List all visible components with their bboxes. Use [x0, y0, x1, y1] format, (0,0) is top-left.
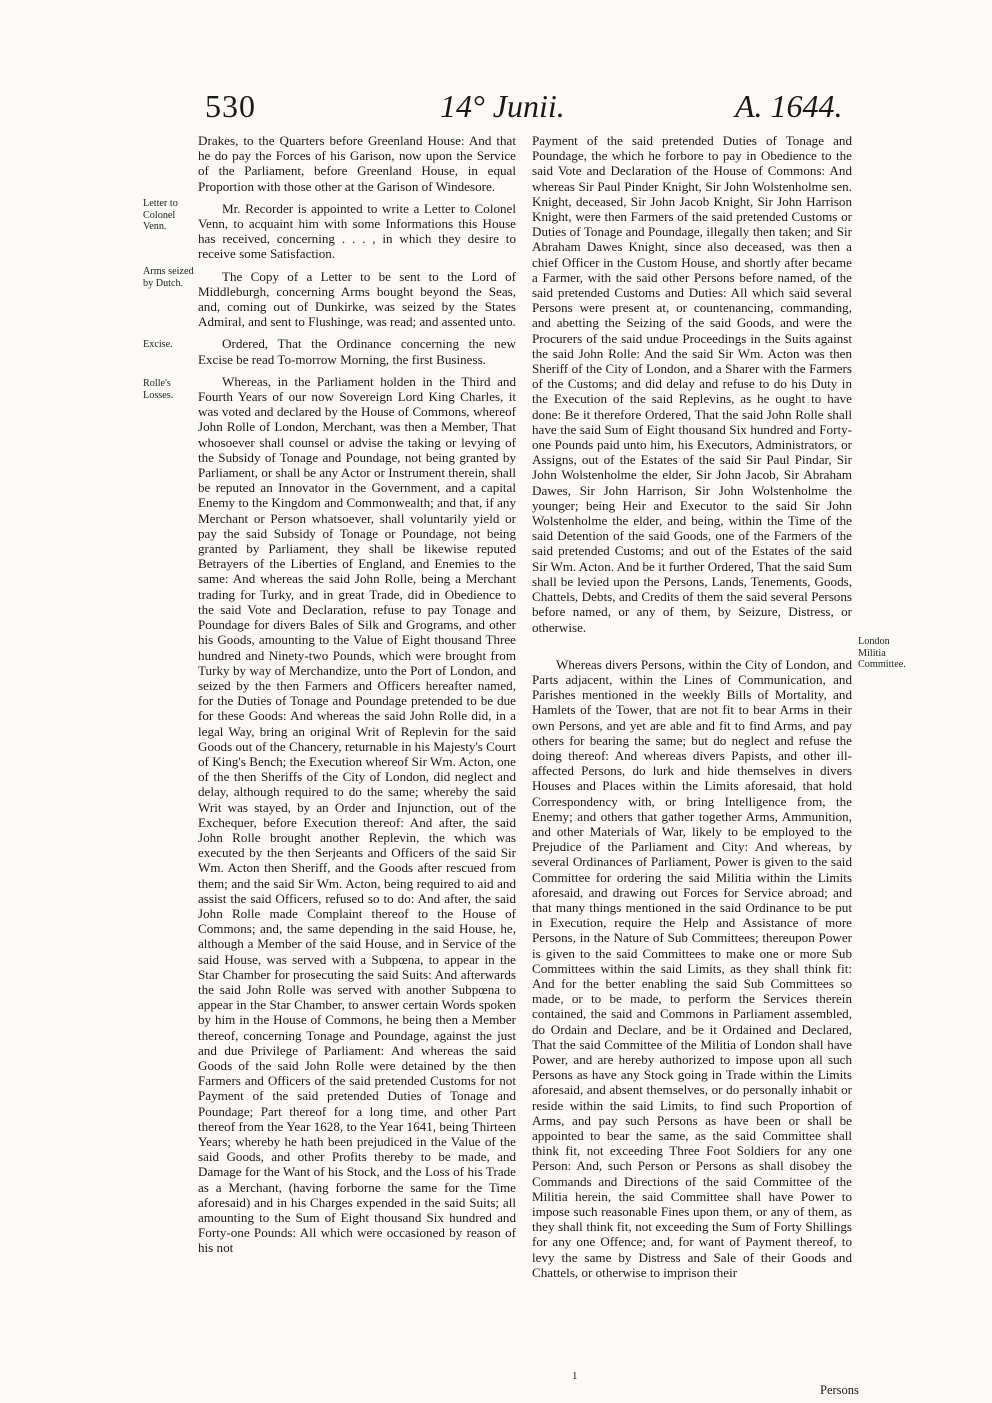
paragraph-drakes: Drakes, to the Quarters before Greenland House: And that he do pay the Forces of his Garison, now upon the Service of the Parliament, before Greenland House, in equal Proportion with those other at the Garison of Windesore. [198, 133, 516, 194]
margin-note-rolle: Rolle's Losses. [143, 378, 174, 401]
running-header [0, 88, 992, 128]
paragraph-letter-venn: Mr. Recorder is appointed to write a Letter to Colonel Venn, to acquaint him with some Informations this House has received, concerning . . . , in which they desire to receive some Satisfaction. [198, 200, 516, 262]
left-column [198, 133, 516, 1256]
signature-mark: 1 [572, 1370, 578, 1382]
header-year: A. 1644. [735, 88, 843, 124]
margin-note-excise: Excise. [143, 339, 173, 350]
header-date: 14° Junii. [440, 88, 565, 124]
margin-note-militia: London Militia Committee. [858, 636, 906, 670]
catchword: Persons [820, 1383, 859, 1397]
paragraph-militia: Whereas divers Persons, within the City of London, and Parts adjacent, within the Lines of Communication, and Parishes mentioned in the weekly Bills of Mortality, and Hamlets of the Tower, that are not fit to bear Arms in their own Persons, and yet are able and fit to find Arms, and pay others for bearing the same; but do neglect and refuse the doing thereof: And whereas divers Papists, and other ill-affected Persons, do lurk and hide themselves in divers Houses and Places within the Limits aforesaid, that hold Correspondency with, or bring Intelligence from, the Enemy; and others that gather together Arms, Ammunition, and other Materials of War, likely to be employed to the Prejudice of the Parliament and City: And whereas, by several Ordinances of Parliament, Power is given to the said Committee for ordering the said Militia within the Limits aforesaid, and drawing out Forces for Service abroad; and that many things mentioned in the said Ordinance to be put in Execution, require the Help and Assistance of more Persons, in the Nature of Sub Committees; thereupon Power is given to the said Committees to make one or more Sub Committees within the said Limits, as they shall think fit: And for the better enabling the said Sub Committees so made, or to be made, to perform the Services therein contained, the said and Commons in Parliament assembled, do Ordain and Declare, and be it Ordained and Declared, That the said Committee of the Militia of London shall have Power, and are hereby authorized to impose upon all such Persons as have any Stock going in Trade within the Limits aforesaid, and absent themselves, or do personally inhabit or reside within the said Limits, to find such Proportion of Arms, and pay such Persons as have been or shall be appointed to bear the same, as the said Committee shall think fit, not exceeding Three Foot Soldiers for any one Person: And, such Person or Persons as shall disobey the Commands and Directions of the said Committee of the Militia herein, the said Committee shall have Power to impose such reasonable Fines upon them, or any of them, as they shall think fit, not exceeding the Sum of Forty Shillings for any one Offence; and, for want of Payment thereof, to levy the same by Distress and Sale of their Goods and Chattels, or otherwise to imprison their [532, 656, 852, 1280]
paragraph-rolle-continued: Payment of the said pretended Duties of Tonage and Poundage, the which he forbore to pay in Obedience to the said Vote and Declaration of the House of Commons: And whereas Sir Paul Pinder Knight, Sir John Wolstenholme sen. Knight, deceased, Sir John Jacob Knight, Sir John Harrison Knight, were then Farmers of the said pretended Customs or Duties of Tonage and Poundage, illegally then taken; and Sir Abraham Dawes Knight, since also deceased, was then a chief Officer in the Custom House, and shortly after became a Farmer, with the said other Persons before named, of the said pretended Customs and Duties: All which said several Persons were present at, or countenancing, commanding, and abetting the Seizing of the said Goods, and were the Procurers of the said undue Proceedings in the Suits against the said John Rolle: And the said Sir Wm. Acton was then Sheriff of the City of London, and a Sharer with the Farmers of the Customs; and did delay and refuse to do his Duty in the Execution of the said Replevins, as he ought to have done: Be it therefore Ordered, That the said John Rolle shall have the said Sum of Eight thousand Six hundred and Forty-one Pounds paid unto him, his Executors, Administrators, or Assigns, out of the Estates of the said Sir Paul Pindar, Sir John Wolstenholme the elder, Sir John Jacob, Sir Abraham Dawes, Sir John Harrison, Sir John Wolstenholme the younger; being Heir and Executor to the said Sir John Wolstenholme the elder, and being, within the Time of the said Detention of the said Goods, one of the Farmers of the said pretended Customs; and out of the Estates of the said Sir Wm. Acton. And be it further Ordered, That the said Sum shall be levied upon the Persons, Lands, Tenements, Goods, Chattels, Debts, and Credits of them the said several Persons before named, or any of them, by Seizure, Distress, or otherwise. [532, 133, 852, 635]
page-number: 530 [205, 88, 256, 124]
margin-note-letter: Letter to Colonel Venn. [143, 198, 178, 232]
right-column [532, 133, 852, 1280]
margin-note-arms: Arms seized by Dutch. [143, 266, 194, 289]
paragraph-arms-seized: The Copy of a Letter to be sent to the Lord of Middleburgh, concerning Arms bought beyond the Seas, and, coming out of Dunkirke, was seized by the States Admiral, and sent to Flushinge, was read; and assented unto. [198, 268, 516, 330]
paragraph-rolle: Whereas, in the Parliament holden in the Third and Fourth Years of our now Sovereign Lord King Charles, it was voted and declared by the House of Commons, whereof John Rolle of London, Merchant, was then a Member, That whosoever shall counsel or advise the taking or levying of the Subsidy of Tonage and Poundage, not being granted by Parliament, or shall be any Actor or Instrument therein, shall be reputed an Innovator in the Government, and a capital Enemy to the Kingdom and Commonwealth; and that, if any Merchant or Person whatsoever, shall voluntarily yield or pay the said Subsidy of Tonage or Poundage, not being granted by Parliament, they shall be likewise reputed Betrayers of the Liberties of England, and Enemies to the same: And whereas the said John Rolle, being a Merchant trading for Turky, and in great Trade, did in Obedience to the said Vote and Declaration, refuse to pay Tonage and Poundage for divers Bales of Silk and Grograms, and other his Goods, amounting to the Value of Eight thousand Three hundred and Ninety-two Pounds, which were brought from Turky by way of Merchandize, unto the Port of London, and seized by the then Farmers and Officers hereafter named, for the Duties of Tonage and Poundage pretended to be due for these Goods: And whereas the said John Rolle did, in a legal Way, bring an original Writ of Replevin for the said Goods out of the Chancery, returnable in his Majesty's Court of King's Bench; the Execution whereof Sir Wm. Acton, one of the then Sheriffs of the City of London, did neglect and delay, although required to do the same; whereby the said Writ was stayed, by an Order and Injunction, out of the Exchequer, before Execution thereof: And after, the said John Rolle brought another Replevin, the which was executed by the then Serjeants and Officers of the said Sir Wm. Acton then Sheriff, and the Goods after rescued from them; and the said Sir Wm. Acton, being required to aid and assist the said Officers, refused so to do: And after, the said John Rolle made Complaint thereof to the House of Commons; and, the same depending in the said House, he, although a Member of the said House, and in Service of the said House, was served with a Subpœna, to appear in the Star Chamber for prosecuting the said Suits: And afterwards the said John Rolle was served with another Subpœna to appear in the Star Chamber, to answer certain Words spoken by him in the House of Commons, he being then a Member thereof, concerning Tonage and Poundage, against the just and due Privilege of Parliament: And whereas the said Goods of the said John Rolle were detained by the then Farmers and Officers of the said pretended Customs for not Payment of the said pretended Duties of Tonage and Poundage; Part thereof for a long time, and other Part thereof from the Year 1628, to the Year 1641, being Thirteen Years; whereby he hath been prejudiced in the Value of the said Goods, and other Profits thereby to be made, and Damage for the Want of his Stock, and the Loss of his Trade as a Merchant, (having forborne the same for the Time aforesaid) and in his Charges expended in the said Suits; all amounting to the Sum of Eight thousand Six hundred and Forty-one Pounds: All which were occasioned by reason of his not [198, 373, 516, 1256]
paragraph-excise: Ordered, That the Ordinance concerning the new Excise be read To-morrow Morning, the first Business. [198, 336, 516, 367]
